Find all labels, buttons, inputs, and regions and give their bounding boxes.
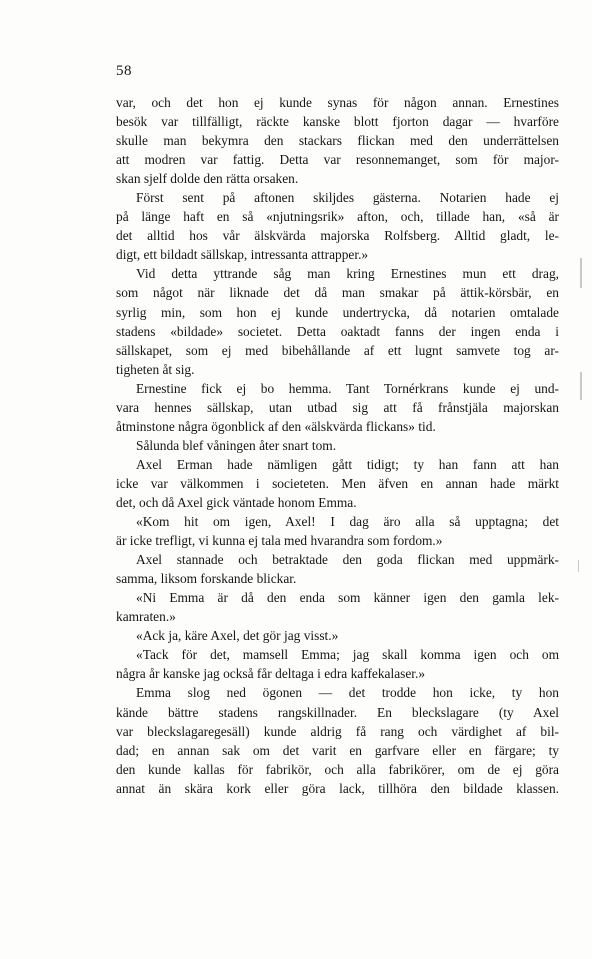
text-line: icke var välkommen i societeten. Men äfven en annan hade märkt bbox=[116, 475, 559, 491]
page-number: 58 bbox=[116, 63, 132, 79]
text-line: åtminstone några ögonblick af den «älskvärda flickans» tid. bbox=[116, 418, 436, 434]
text-line: var bleckslagaregesäll) kunde aldrig få rang och värdighet af bil- bbox=[116, 723, 559, 739]
text-line: var, och det hon ej kunde synas för någon annan. Ernestines bbox=[116, 95, 559, 110]
text-line: besök var tillfälligt, räckte kanske blott fjorton dagar — hvarföre bbox=[116, 114, 559, 130]
text-line: samma, liksom forskande blickar. bbox=[116, 571, 297, 587]
text-line: kände bättre stadens rangskillnader. En bleckslagare (ty Axel bbox=[116, 704, 559, 720]
text-line: «Ni Emma är då den enda som känner igen den gamla lek- bbox=[136, 590, 559, 606]
text-line: på länge haft en så «njutningsrik» afton, och, tillade han, «så är bbox=[116, 209, 559, 225]
text-line: Sålunda blef våningen åter snart tom. bbox=[136, 437, 337, 453]
text-line: Emma slog ned ögonen — det trodde hon icke, ty hon bbox=[136, 685, 559, 701]
text-line: tigheten åt sig. bbox=[116, 361, 195, 377]
text-line: «Tack för det, mamsell Emma; jag skall komma igen och om bbox=[136, 647, 559, 663]
text-line: dad; en annan sak om det varit en garfvare eller en färgare; ty bbox=[116, 742, 559, 758]
scan-mark bbox=[580, 258, 582, 288]
scan-mark bbox=[578, 560, 579, 572]
text-line: det alltid hos vår älskvärda majorska Rolfsberg. Alltid gladt, le- bbox=[116, 228, 559, 244]
text-line: att modren var fattig. Detta var resonnemanget, som för major- bbox=[116, 152, 559, 168]
text-line: vara hennes sällskap, utan utbad sig att få frånstjäla majorskan bbox=[116, 399, 559, 415]
text-line: är icke trefligt, vi kunna ej tala med hvarandra som fordom.» bbox=[116, 533, 443, 549]
text-line: Vid detta yttrande såg man kring Ernestines mun ett drag, bbox=[136, 266, 559, 282]
text-line: «Kom hit om igen, Axel! I dag äro alla så upptagna; det bbox=[136, 514, 559, 530]
text-line: Axel stannade och betraktade den goda flickan med uppmärk- bbox=[136, 552, 559, 568]
text-line: digt, ett bildadt sällskap, intressanta attrapper.» bbox=[116, 247, 369, 263]
scan-mark bbox=[580, 372, 582, 400]
text-line: några år kanske jag också får deltaga i edra kaffekalaser.» bbox=[116, 666, 426, 682]
text-line: kamraten.» bbox=[116, 609, 176, 625]
body-text bbox=[116, 93, 559, 798]
text-line: det, och då Axel gick väntade honom Emma. bbox=[116, 494, 357, 510]
text-line: Först sent på aftonen skiljdes gästerna. Notarien hade ej bbox=[136, 190, 559, 206]
text-line: sällskapet, som ej med bibehållande af ett lugnt samvete tog ar- bbox=[116, 342, 559, 358]
text-line: skulle man bekymra den stackars flickan med den underrättelsen bbox=[116, 133, 559, 149]
text-line: annat än skära kork eller göra lack, tillhöra den bildade klassen. bbox=[116, 780, 559, 796]
text-line: stadens «bildade» societet. Detta oaktadt fanns der ingen enda i bbox=[116, 323, 559, 339]
text-line: Axel Erman hade nämligen gått tidigt; ty han fann att han bbox=[136, 456, 559, 472]
text-line: som något när liknade det då man smakar på ättik-körsbär, en bbox=[116, 285, 559, 301]
text-line: syrlig min, som hon ej kunde undertrycka, då notarien omtalade bbox=[116, 304, 559, 320]
text-line: «Ack ja, käre Axel, det gör jag visst.» bbox=[136, 628, 339, 644]
text-line: skan sjelf dolde den rätta orsaken. bbox=[116, 171, 299, 187]
text-line: den kunde kallas för fabrikör, och alla fabrikörer, om de ej göra bbox=[116, 761, 559, 777]
text-line: Ernestine fick ej bo hemma. Tant Tornérkrans kunde ej und- bbox=[136, 380, 559, 396]
